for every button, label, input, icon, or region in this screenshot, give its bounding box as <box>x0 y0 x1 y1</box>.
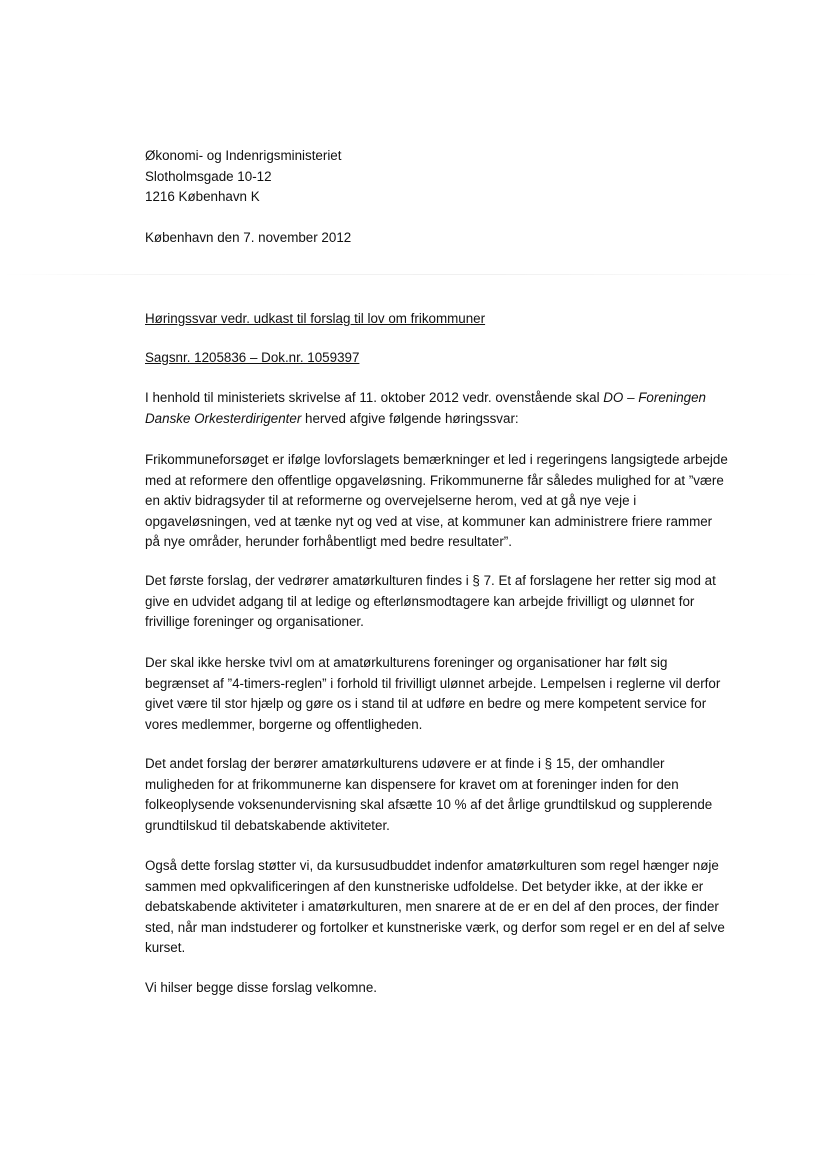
recipient-city: 1216 København K <box>145 189 260 204</box>
recipient-name: Økonomi- og Indenrigsministeriet <box>145 148 342 163</box>
paragraph-second-proposal: Det andet forslag der berører amatørkulturens udøvere er at finde i § 15, der omhandler muligheden for at frikommunerne kan dispensere for kravet om at foreninger inden for den folkeoplysende voksenundervisning skal afsætte 10 % af det årlige grundtilskud og supplerende grundtilskud til debatskabende aktiviteter. <box>145 756 713 833</box>
paragraph-closing: Vi hilser begge disse forslag velkomne. <box>145 980 377 995</box>
paragraph-first-proposal: Det første forslag, der vedrører amatørkulturen findes i § 7. Et af forslagene her retter sig mod at give en udvidet adgang til at ledige og efterlønsmodtagere kan arbejde frivilligt og ulønnet for frivillige foreninger og organisationer. <box>145 573 716 629</box>
paragraph-four-hour-rule: Der skal ikke herske tvivl om at amatørkulturens foreninger og organisationer har følt sig begrænset af ”4-timers-reglen” i forhold til frivilligt ulønnet arbejde. Lempelsen i reglerne vil derfor givet være til stor hjælp og gøre os i stand til at udføre en bedre og mere kompetent service for vores medlemmer, borgerne og offentligheden. <box>145 655 721 732</box>
paragraph-support: Også dette forslag støtter vi, da kursusudbuddet indenfor amatørkulturen som regel hænger nøje sammen med opkvalificeringen af den kunstneriske udfoldelse. Det betyder ikke, at der ikke er debatskabende aktiviteter i amatørkulturen, men snarere at de er en del af den proces, der finder sted, når man indstuderer og fortolker et kunstneriske værk, og derfor som regel er en del af selve kurset. <box>145 858 725 955</box>
organization-name: DO – Foreningen Danske Orkesterdirigenter <box>145 390 706 426</box>
intro-text-before: I henhold til ministeriets skrivelse af 11. oktober 2012 vedr. ovenstående skal <box>145 390 604 405</box>
recipient-address <box>145 146 705 208</box>
letter-date: København den 7. november 2012 <box>145 230 352 245</box>
intro-text-after: herved afgive følgende høringssvar: <box>301 410 519 426</box>
case-reference: Sagsnr. 1205836 – Dok.nr. 1059397 <box>145 350 360 365</box>
paragraph-intro <box>145 388 730 429</box>
recipient-street: Slotholmsgade 10-12 <box>145 168 272 184</box>
letter-subject: Høringssvar vedr. udkast til forslag til lov om frikommuner <box>145 311 486 326</box>
paragraph-frikommune: Frikommuneforsøget er ifølge lovforslagets bemærkninger et led i regeringens langsigtede arbejde med at reformere den offentlige opgaveløsning. Frikommunerne får således mulighed for at ”være en aktiv bidragsyder til at reformerne og overvejelserne herom, ved at gå nye veje i opgaveløsningen, ved at tænke nyt og ved at vise, at kommuner kan administrere friere rammer på nye områder, herunder forhåbentligt med bedre resultater”. <box>145 452 728 549</box>
scan-artifact-line <box>0 274 826 275</box>
